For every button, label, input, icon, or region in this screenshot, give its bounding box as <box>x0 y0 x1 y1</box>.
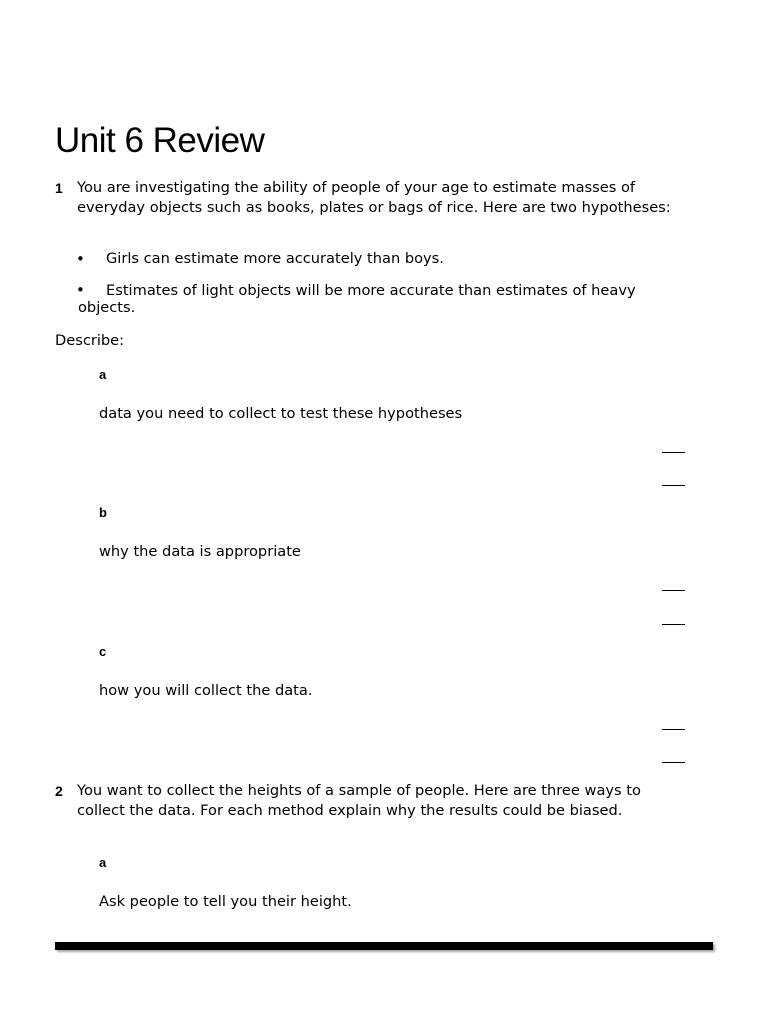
page-title: Unit 6 Review <box>55 121 265 160</box>
q1-part-c-letter: c <box>99 644 107 659</box>
q1-part-a-answer-line-2[interactable] <box>662 485 685 486</box>
q1-part-a-text: data you need to collect to test these hypotheses <box>99 405 463 422</box>
q1-part-b-text: why the data is appropriate <box>99 543 301 560</box>
question-1-text: You are investigating the ability of people of your age to estimate masses of everyday objects such as books, plates or bags of rice. Here are two hypotheses: <box>77 179 671 216</box>
hypothesis-2 <box>78 282 686 316</box>
describe-label: Describe: <box>55 332 125 349</box>
hypothesis-1 <box>106 250 686 267</box>
hypothesis-2-line2: objects. <box>78 299 136 316</box>
hypothesis-1-line1: Girls can estimate more accurately than boys. <box>106 250 444 267</box>
q1-part-c-answer-line-2[interactable] <box>662 762 685 763</box>
q1-part-b-answer-line-1[interactable] <box>662 590 685 591</box>
question-2-number: 2 <box>55 783 63 799</box>
q1-part-a-answer-line-1[interactable] <box>662 452 685 453</box>
hypothesis-2-line1: Estimates of light objects will be more accurate than estimates of heavy <box>106 282 636 299</box>
q2-part-a-letter: a <box>99 855 107 870</box>
q1-part-a-letter: a <box>99 367 107 382</box>
q1-part-b-answer-line-2[interactable] <box>662 624 685 625</box>
q1-part-c-text: how you will collect the data. <box>99 682 313 699</box>
question-2-text: You want to collect the heights of a sample of people. Here are three ways to collect the data. For each method explain why the results could be biased. <box>77 782 641 819</box>
question-1-number: 1 <box>55 180 63 196</box>
bullet-1-icon: • <box>76 250 85 268</box>
q2-part-a-text: Ask people to tell you their height. <box>99 893 352 910</box>
q1-part-b-letter: b <box>99 505 107 520</box>
bullet-2-icon: • <box>76 281 85 299</box>
q1-part-c-answer-line-1[interactable] <box>662 729 685 730</box>
footer-rule <box>55 942 713 950</box>
